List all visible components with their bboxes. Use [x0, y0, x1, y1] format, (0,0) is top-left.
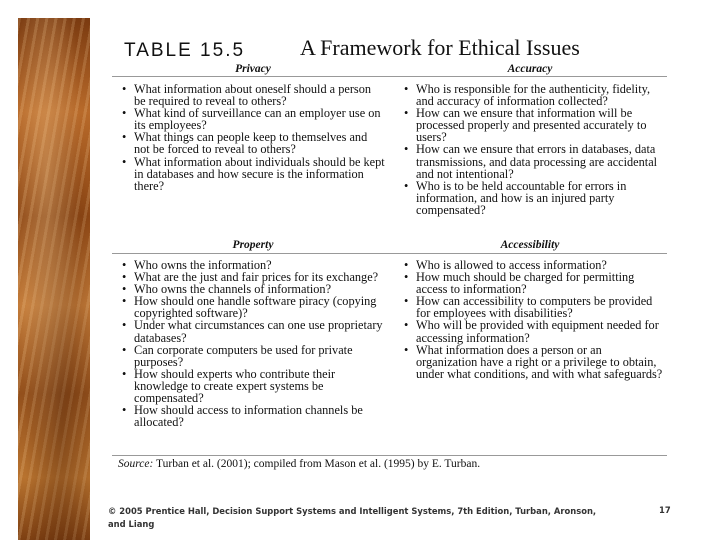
- footer-rule: [112, 455, 667, 456]
- list-item: • What information does a person or an organization have a right or a privilege to obtain, under what conditions, and with what safeguards?: [402, 344, 664, 380]
- list-item: • How should one handle software piracy (copying copyrighted software)?: [120, 295, 385, 319]
- copyright-footer: © 2005 Prentice Hall, Decision Support Systems and Intelligent Systems, 7th Edition, Turban, Aronson, and Liang: [108, 506, 597, 529]
- privacy-list: [120, 83, 385, 192]
- header-rule: [112, 76, 667, 77]
- wood-texture-sidebar: [18, 18, 90, 540]
- list-item: • How should experts who contribute their knowledge to create expert systems be compensated?: [120, 368, 385, 404]
- list-item: • Who will be provided with equipment needed for accessing information?: [402, 319, 664, 343]
- list-item: • Who is to be held accountable for errors in information, and how is an injured party compensated?: [402, 180, 664, 216]
- table-title: A Framework for Ethical Issues: [300, 35, 580, 60]
- list-item: • Who owns the information?: [120, 259, 385, 271]
- list-item: • What kind of surveillance can an employer use on its employees?: [120, 107, 385, 131]
- page-number: 17: [659, 505, 671, 515]
- accessibility-heading: Accessibility: [500, 239, 560, 251]
- list-item: • What are the just and fair prices for its exchange?: [120, 271, 385, 283]
- source-text: Turban et al. (2001); compiled from Mason et al. (1995) by E. Turban.: [153, 458, 481, 470]
- source-label: Source:: [118, 458, 154, 470]
- list-item: • How can accessibility to computers be provided for employees with disabilities?: [402, 295, 664, 319]
- list-item: • How should access to information channels be allocated?: [120, 404, 385, 428]
- list-item: • Who is allowed to access information?: [402, 259, 664, 271]
- list-item: • Who is responsible for the authenticity, fidelity, and accuracy of information collected?: [402, 83, 664, 107]
- list-item: • How can we ensure that information will be processed properly and presented accurately to users?: [402, 107, 664, 143]
- privacy-heading: Privacy: [235, 63, 271, 75]
- table-number: TABLE 15.5: [124, 40, 246, 61]
- accessibility-list: [402, 259, 664, 380]
- property-list: [120, 259, 385, 428]
- list-item: • What information about oneself should a person be required to reveal to others?: [120, 83, 385, 107]
- list-item: • How much should be charged for permitting access to information?: [402, 271, 664, 295]
- list-item: • What information about individuals should be kept in databases and how secure is the information there?: [120, 156, 385, 192]
- section-rule: [112, 253, 667, 254]
- source-note: [118, 458, 480, 470]
- property-heading: Property: [232, 239, 274, 251]
- list-item: • How can we ensure that errors in databases, data transmissions, and data processing are accidental and not intentional?: [402, 143, 664, 179]
- list-item: • Who owns the channels of information?: [120, 283, 385, 295]
- list-item: • Can corporate computers be used for private purposes?: [120, 344, 385, 368]
- list-item: • What things can people keep to themselves and not be forced to reveal to others?: [120, 131, 385, 155]
- list-item: • Under what circumstances can one use proprietary databases?: [120, 319, 385, 343]
- accuracy-heading: Accuracy: [507, 63, 553, 75]
- accuracy-list: [402, 83, 664, 216]
